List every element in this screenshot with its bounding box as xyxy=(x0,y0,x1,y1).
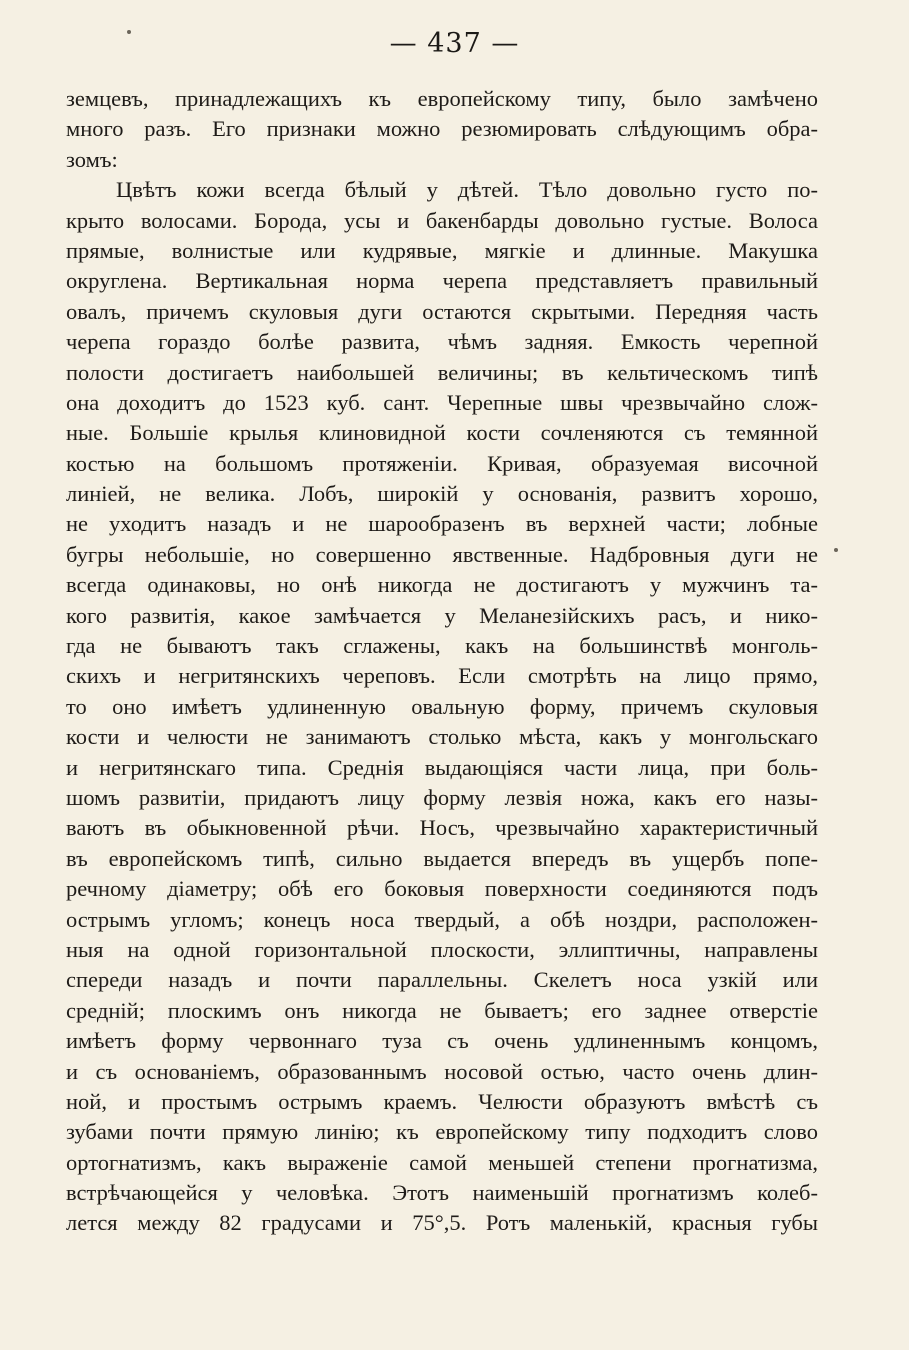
text-line: имѣетъ форму червоннаго туза съ очень удлиненнымъ концомъ, xyxy=(66,1028,818,1054)
text-line: кого развитія, какое замѣчается у Меланезійскихъ расъ, и нико- xyxy=(66,602,818,628)
text-line: и негритянскаго типа. Среднія выдающіяся части лица, при боль- xyxy=(66,754,818,780)
text-line: земцевъ, принадлежащихъ къ европейскому типу, было замѣчено xyxy=(66,86,818,111)
text-line: ваютъ въ обыкновенной рѣчи. Носъ, чрезвычайно характеристичный xyxy=(66,815,818,841)
text-line: черепа гораздо болѣе развита, чѣмъ задняя. Емкость черепной xyxy=(66,329,818,355)
text-line: зубами почти прямую линію; къ европейскому типу подходитъ слово xyxy=(66,1119,818,1145)
text-line: острымъ угломъ; конецъ носа твердый, а обѣ ноздри, расположен- xyxy=(66,906,818,932)
paragraph-1 xyxy=(66,84,818,175)
text-line: Цвѣтъ кожи всегда бѣлый у дѣтей. Тѣло довольно густо по- xyxy=(116,177,818,203)
text-line: то оно имѣетъ удлиненную овальную форму, причемъ скуловыя xyxy=(66,693,818,719)
text-line: прямые, волнистые или кудрявые, мягкіе и длинные. Макушка xyxy=(66,237,818,263)
text-line: ной, и простымъ острымъ краемъ. Челюсти образуютъ вмѣстѣ съ xyxy=(66,1088,818,1114)
text-line: бугры небольшіе, но совершенно явственные. Надбровныя дуги не xyxy=(66,541,818,567)
body-text xyxy=(66,84,818,1239)
text-line: костью на большомъ протяженіи. Кривая, образуемая височной xyxy=(66,450,818,476)
text-line: всегда одинаковы, но онѣ никогда не достигаютъ у мужчинъ та- xyxy=(66,572,818,598)
text-line: кости и челюсти не занимаютъ столько мѣста, какъ у монгольскаго xyxy=(66,724,818,750)
text-line: встрѣчающейся у человѣка. Этотъ наименьшій прогнатизмъ колеб- xyxy=(66,1180,818,1206)
text-line: полости достигаетъ наибольшей величины; въ кельтическомъ типѣ xyxy=(66,359,818,385)
text-line: она доходитъ до 1523 куб. сант. Черепные швы чрезвычайно слож- xyxy=(66,389,818,415)
text-line: шомъ развитіи, придаютъ лицу форму лезвія ножа, какъ его назы- xyxy=(66,784,818,810)
text-line: округлена. Вертикальная норма черепа представляетъ правильный xyxy=(66,268,818,294)
paper-speck xyxy=(834,548,838,552)
text-line: спереди назадъ и почти параллельны. Скелетъ носа узкій или xyxy=(66,967,818,993)
text-line: ныя на одной горизонтальной плоскости, эллиптичны, направлены xyxy=(66,936,818,962)
text-line: линіей, не велика. Лобъ, широкій у основанія, развитъ хорошо, xyxy=(66,481,818,507)
text-line: овалъ, причемъ скуловыя дуги остаются скрытыми. Передняя часть xyxy=(66,298,818,324)
text-line: много разъ. Его признаки можно резюмировать слѣдующимъ обра- xyxy=(66,116,818,142)
text-line: въ европейскомъ типѣ, сильно выдается впередъ въ ущербъ попе- xyxy=(66,845,818,871)
page-number: — 437 — xyxy=(389,28,520,59)
text-line: и съ основаніемъ, образованнымъ носовой остью, часто очень длин- xyxy=(66,1058,818,1084)
text-line: речному діаметру; обѣ его боковыя поверхности соединяются подъ xyxy=(66,876,818,902)
text-line: средній; плоскимъ онъ никогда не бываетъ; его заднее отверстіе xyxy=(66,997,818,1023)
text-line: скихъ и негритянскихъ череповъ. Если смотрѣть на лицо прямо, xyxy=(66,663,818,689)
text-line: крыто волосами. Борода, усы и бакенбарды довольно густые. Волоса xyxy=(66,207,818,233)
text-line: не уходитъ назадъ и не шарообразенъ въ верхней части; лобные xyxy=(66,511,818,537)
text-line: ортогнатизмъ, какъ выраженіе самой меньшей степени прогнатизма, xyxy=(66,1149,818,1175)
text-line: зомъ: xyxy=(66,146,118,172)
paragraph-2 xyxy=(66,175,818,1239)
text-line: лется между 82 градусами и 75°,5. Ротъ маленькій, красныя губы xyxy=(66,1210,818,1236)
paper-speck xyxy=(127,30,131,34)
text-line: ные. Большіе крылья клиновидной кости сочленяются съ темянной xyxy=(66,420,818,446)
text-line: гда не бываютъ такъ сглажены, какъ на большинствѣ монголь- xyxy=(66,633,818,659)
